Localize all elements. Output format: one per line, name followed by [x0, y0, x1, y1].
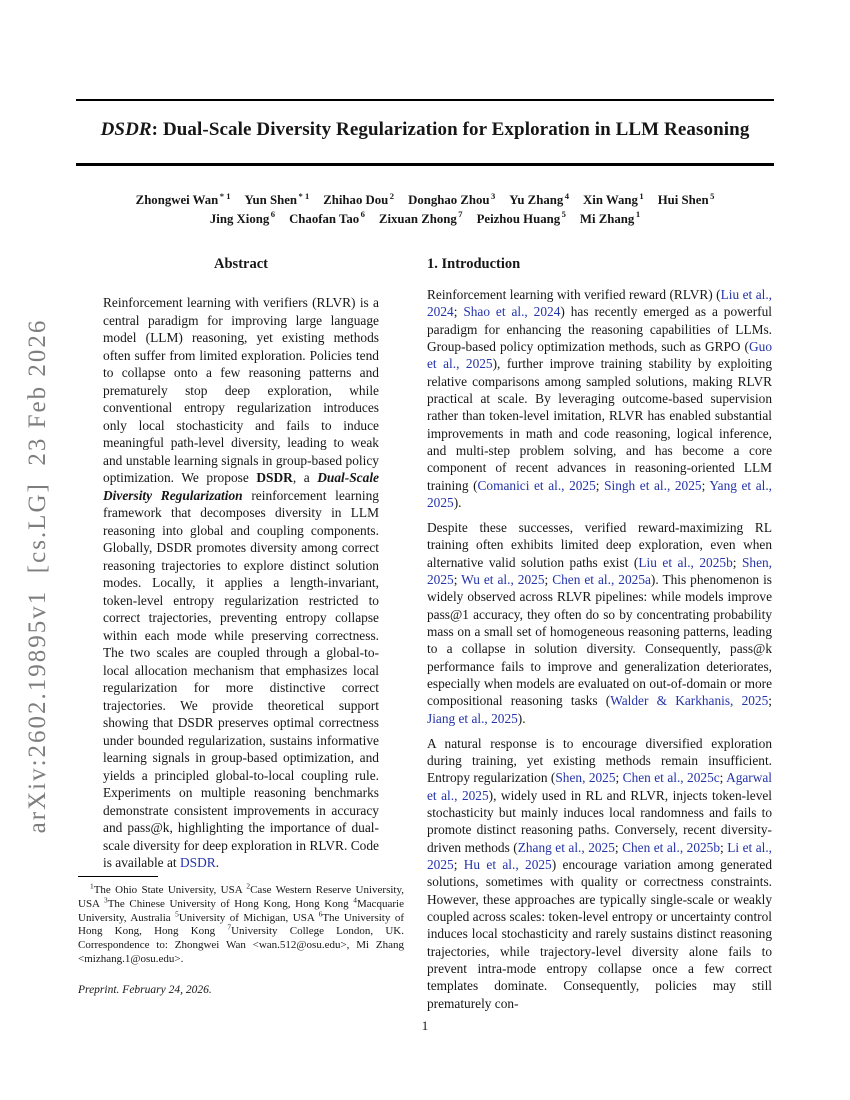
- author-block: [76, 191, 774, 228]
- citation-link[interactable]: Liu et al., 2025b: [638, 554, 733, 570]
- right-column: [427, 256, 772, 1020]
- author-line-1: [76, 191, 774, 210]
- text-segment: ;: [719, 770, 727, 786]
- citation-link[interactable]: Singh et al., 2025: [604, 477, 702, 493]
- text-segment: Dual-Scale Diversity Regularization: [103, 470, 379, 503]
- author-name-text: Hui Shen: [657, 193, 709, 207]
- author-name-text: Chaofan Tao: [289, 211, 360, 226]
- text-segment: ;: [453, 304, 464, 320]
- introduction-paragraph-2: [427, 519, 772, 727]
- text-segment: ).: [453, 495, 462, 511]
- citation-link[interactable]: Zhang et al., 2025: [517, 839, 615, 855]
- text-segment: The Ohio State University, USA: [93, 884, 247, 896]
- author-affiliation-superscript: 5: [710, 190, 715, 201]
- citation-link[interactable]: Chen et al., 2025b: [622, 839, 721, 855]
- citation-link[interactable]: Jiang et al., 2025: [427, 710, 518, 726]
- citation-link[interactable]: DSDR: [179, 855, 216, 870]
- text-segment: Despite these successes, verified reward-maximizing RL training often exhibits limited deep exploration, even when alternative valid solution paths exist (: [427, 519, 772, 570]
- author-affiliation-superscript: 4: [564, 190, 570, 201]
- author-affiliation-superscript: 6: [270, 209, 276, 220]
- text-segment: DSDR: [256, 470, 293, 485]
- author-affiliation-superscript: 6: [360, 209, 365, 220]
- header-rule-thick: [76, 163, 774, 166]
- text-segment: Reinforcement learning with verifiers (RLVR) is a central paradigm for improving large language model (LLM) reasoning, yet existing methods often suffer from limited exploration. Policies tend to collapse onto a few reasoning patterns and prematurely stop deep exploration, while conventional entropy regularization introduces only local stochasticity and fails to induce meaningful path-level diversity, leading to weak and unstable learning signals in group-based policy optimization. We propose: [103, 295, 379, 485]
- text-segment: 5: [175, 908, 179, 918]
- author-name: [244, 190, 310, 207]
- arxiv-sidebar-banner: arXiv:2602.19895v1 [cs.LG] 23 Feb 2026: [24, 318, 51, 834]
- text-segment: ) encourage variation among generated solutions, sometimes with quality or correctness constraints. However, these approaches are typically single-scale or weakly coupled across scales: token-level entropy or uncertainty control induces local stochasticity and rarely sustains distinct reasoning trajectories, while trajectory-level diversity alone fails to prevent intra-mode entropy collapse once a few correct templates dominate. Consequently, policies may still prematurely con-: [427, 857, 772, 1011]
- text-segment: The University of Hong Kong, Hong Kong: [78, 911, 404, 938]
- author-affiliation-superscript: 7: [458, 209, 463, 220]
- text-segment: The Chinese University of Hong Kong, Hong Kong: [107, 897, 354, 910]
- header-rule-thin: [76, 99, 774, 101]
- author-name-text: Peizhou Huang: [476, 211, 561, 226]
- text-segment: ). This phenomenon is widely observed across RLVR pipelines: while models improve pass@1 accuracy, they often do so by concentrating probability mass on a small set of homogeneous reasoning patterns, leading to a collapse in solution diversity. Consequently, pass@k performance fails to improve and generalization deteriorates, especially when models are evaluated on out-of-domain or more compositional reasoning tasks (: [427, 572, 773, 709]
- citation-link[interactable]: Chen et al., 2025c: [622, 770, 720, 786]
- text-segment: University College London, UK. Correspondence to: Zhongwei Wan <wan.512@osu.edu>, Mi Zhang <mizhang.1@osu.edu>.: [78, 925, 405, 965]
- affiliation-footnote: [78, 876, 404, 967]
- introduction-heading: 1. Introduction: [427, 256, 521, 272]
- text-segment: ;: [720, 839, 728, 855]
- text-segment: ) has recently emerged as a powerful paradigm for enhancing the reasoning capabilities of LLMs. Group-based policy optimization methods, such as GRPO (: [427, 304, 772, 355]
- author-affiliation-superscript: 2: [389, 190, 395, 201]
- citation-link[interactable]: Wu et al., 2025: [461, 572, 545, 587]
- citation-link[interactable]: Comanici et al., 2025: [477, 477, 596, 493]
- citation-link[interactable]: Agarwal et al., 2025: [427, 770, 773, 803]
- author-affiliation-superscript: 3: [491, 190, 496, 201]
- text-segment: A natural response is to encourage diversified exploration during training, yet existing methods remain insufficient. Entropy regularization (: [427, 735, 772, 786]
- text-segment: 6: [318, 908, 323, 918]
- author-affiliation-superscript: 1: [635, 209, 641, 220]
- text-segment: ;: [768, 693, 772, 709]
- footnote-rule: [78, 876, 158, 877]
- text-segment: 3: [104, 895, 108, 905]
- author-name: [579, 209, 641, 226]
- text-segment: reinforcement learning framework that decomposes diversity in LLM reasoning into global and coupling components. Globally, DSDR promotes diversity among correct reasoning trajectories to explore distinct solution modes. Locally, it applies a length-invariant, token-level entropy regularization restricted to correct trajectories, preventing entropy collapse within each mode while preserving correctness. The two scales are coupled through a global-to-local allocation mechanism that emphasizes local regularization for more distinctive correct trajectories. We provide theoretical support showing that DSDR preserves optimal correctness under bounded regularization, sustains informative learning signals in group-based optimization, and yields a principled global-to-local coupling rule. Experiments on multiple reasoning benchmarks demonstrate consistent improvements in accuracy and pass@k, highlighting the importance of dual-scale diversity for deep exploration in RLVR. Code is available at: [103, 487, 379, 870]
- footnote-text: [78, 881, 405, 967]
- text-segment: ;: [615, 770, 623, 786]
- text-segment: : Dual-Scale Diversity Regularization for Exploration in LLM Reasoning: [151, 119, 750, 140]
- author-name-text: Zhongwei Wan: [135, 193, 219, 207]
- text-segment: ;: [614, 839, 623, 855]
- author-name: [509, 190, 570, 207]
- text-segment: Reinforcement learning with verified reward (RLVR) (: [427, 287, 721, 302]
- text-segment: ;: [701, 477, 710, 493]
- text-segment: 1: [90, 881, 94, 891]
- text-segment: ), widely used in RL and RLVR, injects token-level stochasticity but mainly induces local randomness and fails to promote distinct reasoning paths. Conversely, recent diversity-driven methods (: [427, 787, 772, 855]
- text-segment: ;: [595, 477, 605, 493]
- citation-link[interactable]: Li et al., 2025: [427, 839, 772, 872]
- abstract-body: [103, 294, 379, 872]
- text-segment: 7: [227, 922, 232, 932]
- author-name: [209, 209, 276, 226]
- author-name-text: Donghao Zhou: [408, 193, 490, 207]
- author-name-text: Zhihao Dou: [323, 193, 389, 207]
- author-name: [323, 190, 395, 207]
- introduction-paragraph-1: [427, 286, 772, 511]
- text-segment: Macquarie University, Australia: [78, 897, 404, 924]
- text-segment: ;: [453, 857, 464, 872]
- author-name: [657, 190, 715, 207]
- citation-link[interactable]: Yang et al., 2025: [427, 477, 773, 511]
- author-name-text: Yun Shen: [244, 193, 298, 207]
- author-name: [135, 190, 231, 207]
- citation-link[interactable]: Liu et al., 2024: [427, 287, 772, 320]
- author-affiliation-superscript: * 1: [298, 190, 310, 201]
- abstract-heading: Abstract: [214, 256, 268, 272]
- text-segment: , a: [292, 470, 318, 485]
- citation-link[interactable]: Shao et al., 2024: [463, 304, 561, 320]
- author-name: [583, 190, 644, 207]
- paper-title: [66, 119, 784, 141]
- author-name: [378, 209, 463, 226]
- author-name: [476, 209, 566, 226]
- text-segment: 2: [246, 881, 251, 891]
- citation-link[interactable]: Walder & Karkhanis, 2025: [610, 693, 769, 709]
- text-segment: ;: [732, 554, 742, 570]
- citation-link[interactable]: Shen, 2025: [555, 770, 616, 786]
- author-name: [408, 190, 496, 207]
- author-name-text: Mi Zhang: [579, 211, 635, 226]
- text-segment: ;: [453, 572, 462, 587]
- text-segment: University of Michigan, USA: [178, 911, 319, 924]
- author-affiliation-superscript: 5: [561, 209, 566, 220]
- page-number: 1: [421, 1018, 429, 1033]
- author-affiliation-superscript: 1: [639, 190, 644, 201]
- author-affiliation-superscript: * 1: [219, 190, 231, 201]
- text-segment: Case Western Reserve University, USA: [78, 884, 404, 910]
- citation-link[interactable]: Shen, 2025: [427, 554, 773, 587]
- text-segment: ), further improve training stability by exploiting relative comparisons among sampled solutions, making RLVR practical at scale. By leveraging outcome-based supervision rather than token-level imitation, RLVR has enabled substantial improvements in math and code reasoning, logical inference, and multi-step problem solving, and has become a core component of recent advances in reasoning-oriented LLM training (: [427, 356, 772, 493]
- text-segment: 4: [353, 895, 357, 905]
- author-name-text: Xin Wang: [583, 193, 638, 207]
- citation-link[interactable]: Hu et al., 2025: [463, 857, 552, 872]
- left-column: [78, 256, 404, 872]
- author-name-text: Jing Xiong: [209, 211, 270, 226]
- text-segment: .: [215, 855, 220, 870]
- citation-link[interactable]: Guo et al., 2025: [427, 339, 772, 372]
- citation-link[interactable]: Chen et al., 2025a: [552, 572, 651, 587]
- introduction-paragraph-3: [427, 735, 772, 1013]
- author-name-text: Zixuan Zhong: [378, 211, 457, 226]
- text-segment: DSDR: [100, 119, 152, 140]
- preprint-note: Preprint. February 24, 2026.: [78, 984, 212, 996]
- author-name-text: Yu Zhang: [509, 193, 564, 207]
- author-name: [289, 209, 365, 226]
- author-line-2: [76, 210, 774, 229]
- text-segment: ;: [544, 572, 553, 587]
- text-segment: ).: [517, 710, 526, 726]
